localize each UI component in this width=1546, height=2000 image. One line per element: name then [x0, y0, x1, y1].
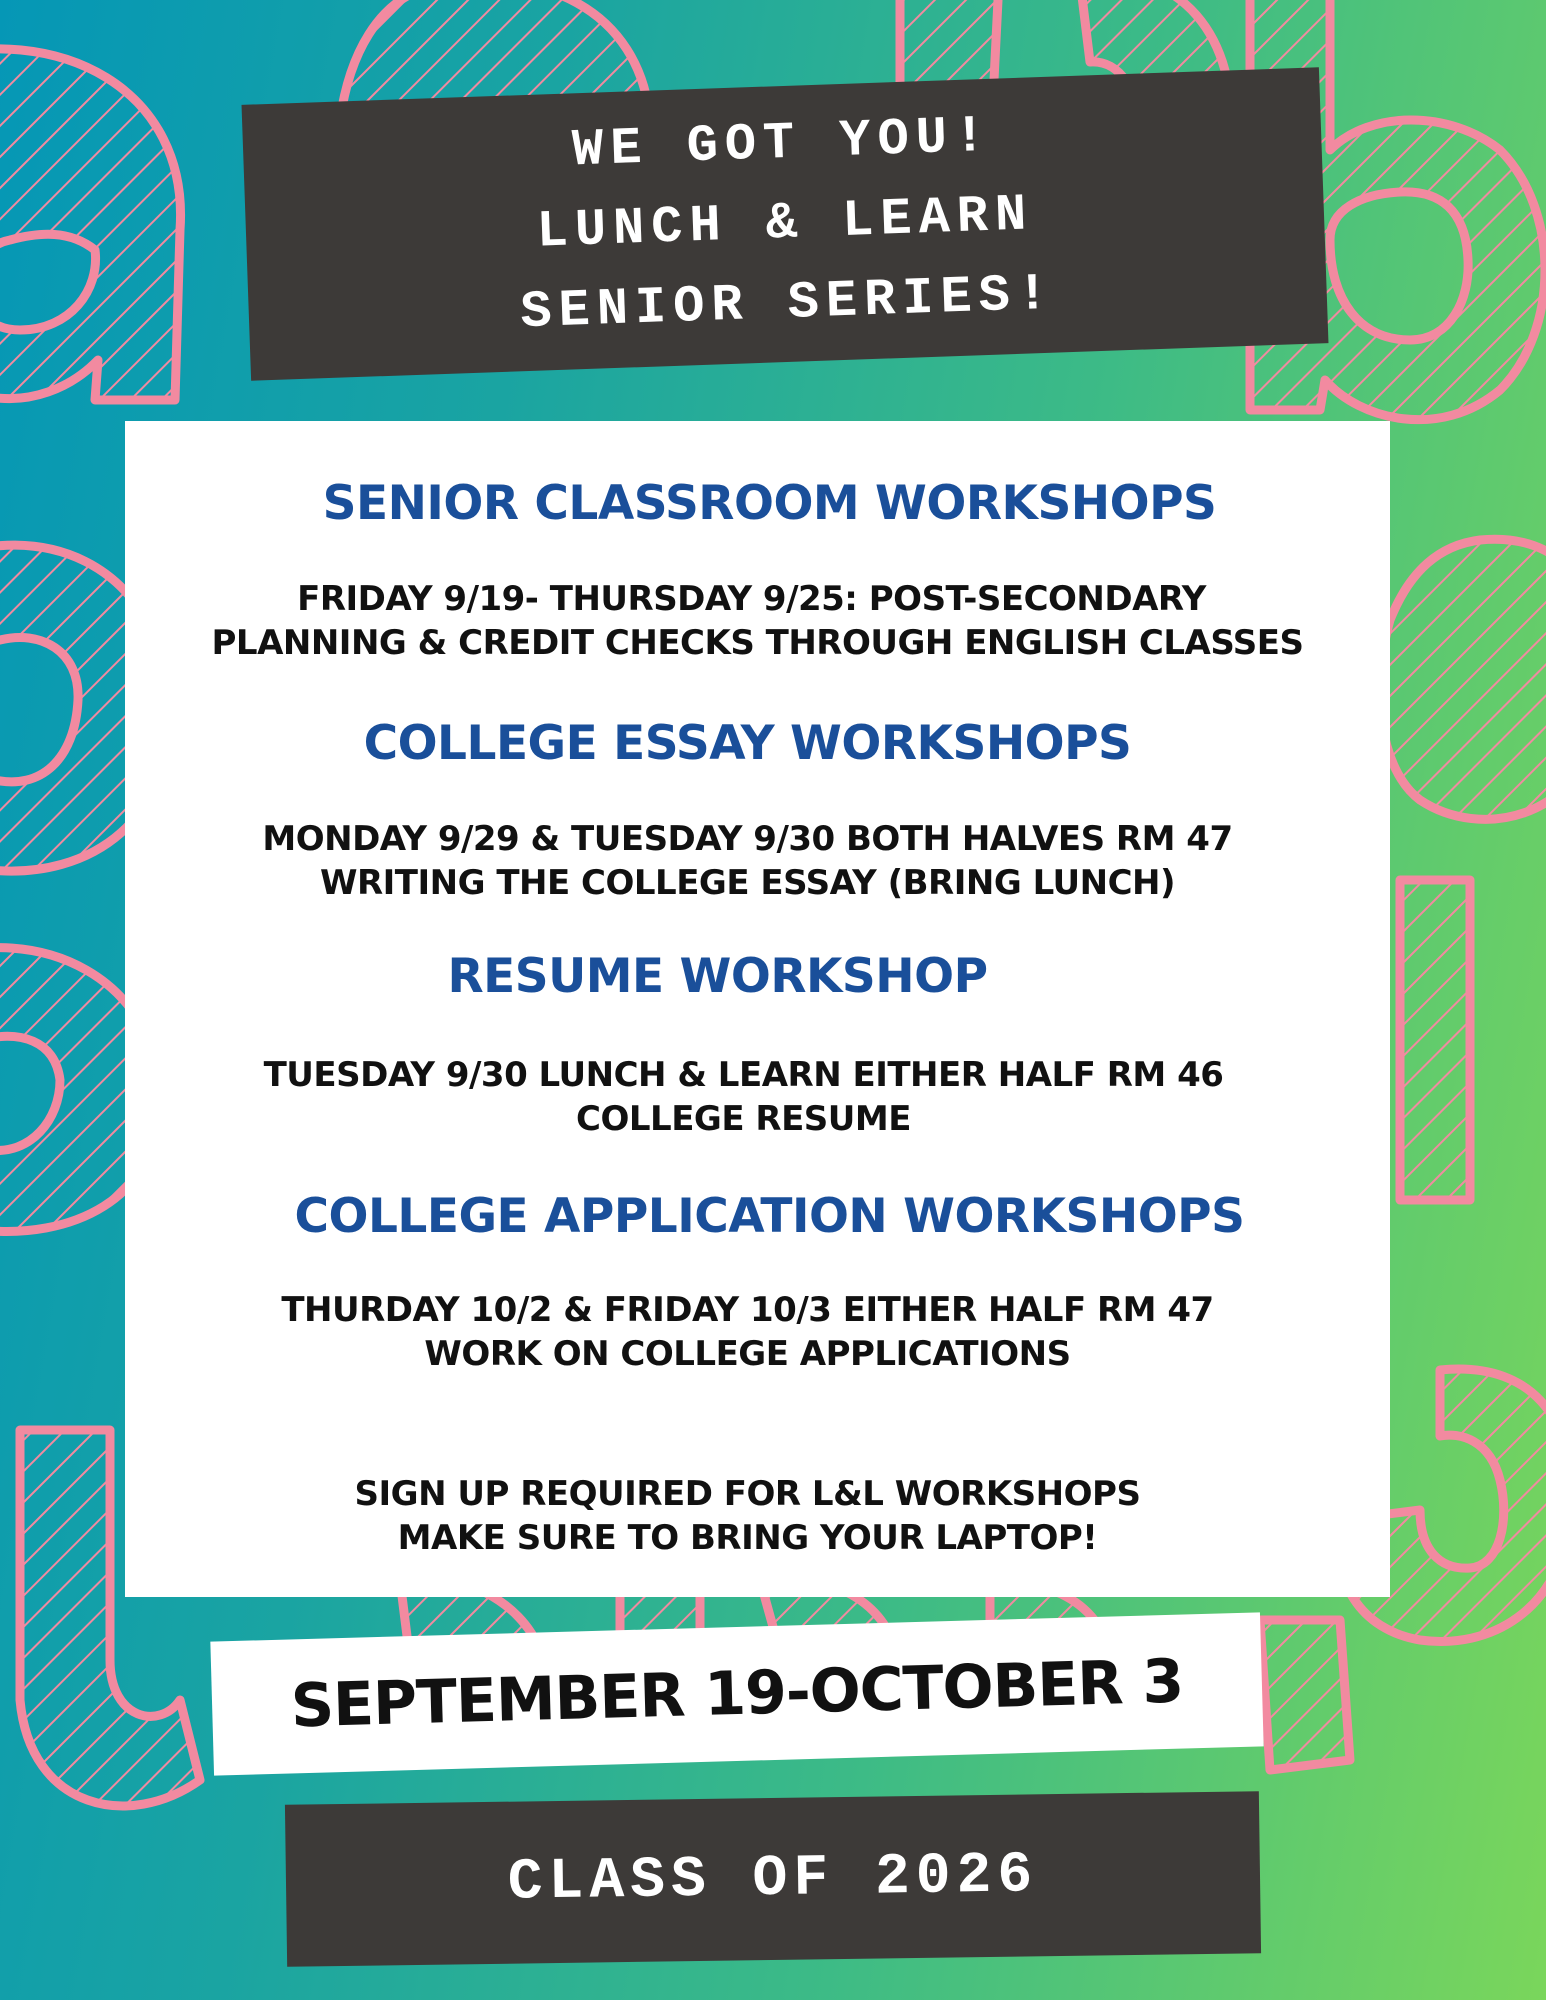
section-line: MONDAY 9/29 & TUESDAY 9/30 BOTH HALVES RM 47 [262, 819, 1233, 859]
section-line: THURDAY 10/2 & FRIDAY 10/3 EITHER HALF RM 47 [281, 1290, 1214, 1330]
date-range: SEPTEMBER 19-OCTOBER 3 [289, 1646, 1185, 1742]
section-heading-essay: COLLEGE ESSAY WORKSHOPS [363, 716, 1132, 771]
section-line: PLANNING & CREDIT CHECKS THROUGH ENGLISH CLASSES [211, 623, 1304, 663]
section-line: FRIDAY 9/19- THURSDAY 9/25: POST-SECONDARY [297, 579, 1206, 619]
section-line: WORK ON COLLEGE APPLICATIONS [424, 1334, 1071, 1374]
section-line: COLLEGE RESUME [576, 1099, 911, 1139]
title-line-3: SENIOR SERIES! [519, 264, 1057, 343]
section-heading-resume: RESUME WORKSHOP [447, 949, 988, 1004]
section-line: WRITING THE COLLEGE ESSAY (BRING LUNCH) [319, 863, 1176, 903]
section-heading-classroom: SENIOR CLASSROOM WORKSHOPS [322, 476, 1217, 531]
notice-line: SIGN UP REQUIRED FOR L&L WORKSHOPS [354, 1474, 1141, 1514]
title-banner [242, 67, 1329, 380]
notice-line: MAKE SURE TO BRING YOUR LAPTOP! [397, 1518, 1098, 1558]
section-heading-application: COLLEGE APPLICATION WORKSHOPS [294, 1189, 1245, 1244]
title-line-1: WE GOT YOU! [571, 106, 994, 181]
class-label: CLASS OF 2026 [507, 1842, 1039, 1916]
section-line: TUESDAY 9/30 LUNCH & LEARN EITHER HALF RM 46 [263, 1055, 1224, 1095]
class-banner [285, 1791, 1261, 1967]
title-line-2: LUNCH & LEARN [535, 185, 1035, 262]
workshop-card [125, 421, 1390, 1597]
